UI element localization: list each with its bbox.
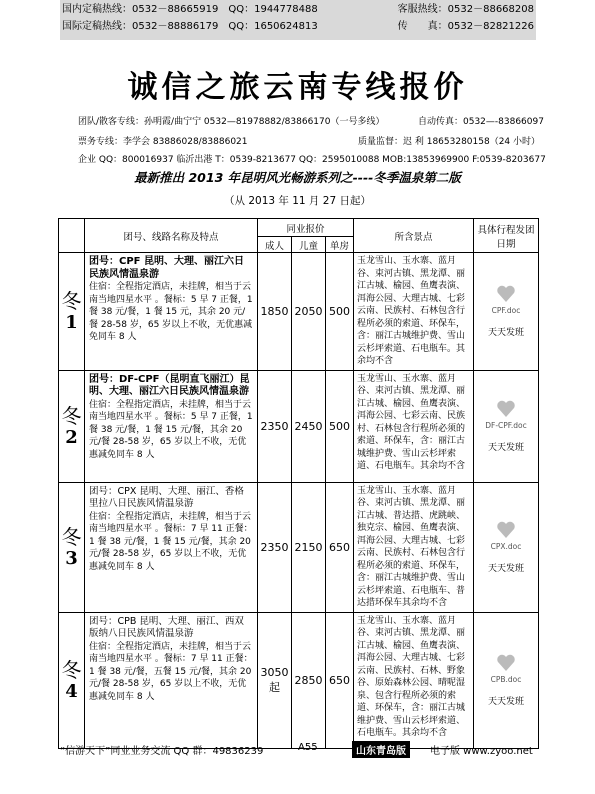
schedule-cell xyxy=(474,370,539,482)
spots-cell: 玉龙雪山、玉水寨、蓝月谷、束河古镇、黑龙潭、丽江古城、榆园、鱼鹰表演、洱海公园、七彩云南、民族村、石林包含行程所必须的索道、环保车，含：丽江古城维护费、雪山云杉坪索道、石电瓶车。其余均不含 xyxy=(354,370,474,482)
routes-table xyxy=(58,218,539,749)
page-title: 诚信之旅云南专线报价 xyxy=(127,70,468,105)
row-badge: 冬 4 xyxy=(59,612,85,748)
ticket-line: 票务专线：李学会 83886028/83886021 xyxy=(78,137,248,147)
row-badge: 冬 3 xyxy=(59,482,85,612)
single-price: 500 xyxy=(326,253,354,371)
website-link[interactable]: 电子版 www.zyoo.net xyxy=(430,746,533,757)
quality-line: 质量监督：迟 利 18653280158（24 小时） xyxy=(358,137,541,147)
blank-header xyxy=(59,219,85,253)
single-price: 500 xyxy=(326,370,354,482)
edition-badge: 山东青岛版 xyxy=(352,741,410,758)
child-price: 2150 xyxy=(292,482,326,612)
row-badge: 冬 2 xyxy=(59,370,85,482)
adult-price: 2350 xyxy=(258,482,292,612)
domestic-hotline: 国内定稿热线：0532－88665919 QQ：1944778488 xyxy=(62,4,318,15)
col-adult-header: 成人 xyxy=(258,237,292,253)
single-price: 650 xyxy=(326,482,354,612)
date-note: （从 2013 年 11 月 27 日起） xyxy=(224,195,371,207)
spots-cell: 玉龙雪山、玉水寨、蓝月谷、束河古镇、黑龙潭、丽江古城、榆园、鱼鹰表演、洱海公园、大理古城、七彩云南、民族村、石林、野象谷、原始森林公园、晴呢湿泉、包含行程所必须的索道、环保车，含：丽江古城维护费、雪山云杉坪索道、石电瓶车。其余均不含 xyxy=(354,612,474,748)
schedule-cell xyxy=(474,482,539,612)
table-row xyxy=(59,370,539,482)
service-hotline: 客服热线：0532－88668208 xyxy=(397,4,534,15)
spots-cell: 玉龙雪山、玉水寨、蓝月谷、束河古镇、黑龙潭、丽江古城、普达措、虎跳峡、独克宗、榆园、鱼鹰表演、洱海公园、大理古城、七彩云南、民族村、石林包含行程所必须的索道、环保车，含：丽江古城维护费、雪山云杉坪索道、石电瓶车、普达措环保车其余均不含 xyxy=(354,482,474,612)
doc-link[interactable]: CPB.doc xyxy=(490,675,522,684)
doc-link[interactable]: DF-CPF.doc xyxy=(485,421,527,430)
route-info: 团号：DF-CPF（昆明直飞丽江）昆明、大理、丽江六日民族风情温泉游 住宿：全程指定酒店，未挂牌，相当于云南当地四星水平 。餐标：5 早 7 正餐，1 餐 38 元/餐，1 餐 15 元/餐，其余 20 元/餐 28-58 岁，65 岁以上不收，无优惠减免同车 8 人 xyxy=(85,370,258,482)
table-row xyxy=(59,482,539,612)
heart-doc-icon[interactable] xyxy=(496,284,516,304)
route-info: 团号：CPF 昆明、大理、丽江六日民族风情温泉游 住宿：全程指定酒店，未挂牌，相当于云南当地四星水平 。餐标：5 早 7 正餐，1 餐 38 元/餐，1 餐 15 元，其余 20 元/餐 28-58 岁，65 岁以上不收，无优惠减免同车 8 人 xyxy=(85,253,258,371)
schedule-text: 天天发班 xyxy=(488,328,525,339)
col-child-header: 儿童 xyxy=(292,237,326,253)
adult-price: 3050 起 xyxy=(258,612,292,748)
intl-hotline: 国际定稿热线：0532－88886179 QQ：1650624813 xyxy=(62,21,318,32)
group-line: 团队/散客专线：孙明霞/曲宁宁 0532—81978882/83866170（一号多线） xyxy=(78,117,385,127)
child-price: 2450 xyxy=(292,370,326,482)
enterprise-line: 企业 QQ：800016937 临沂出港 T：0539-8213677 QQ：2595010088 MOB:13853969900 F:0539-8203677 xyxy=(78,155,546,165)
table-row xyxy=(59,253,539,371)
child-price: 2050 xyxy=(292,253,326,371)
doc-link[interactable]: CPF.doc xyxy=(491,306,521,316)
schedule-cell xyxy=(474,612,539,748)
doc-link[interactable]: CPX.doc xyxy=(490,542,522,551)
promo-headline: 最新推出 2013 年昆明风光畅游系列之----冬季温泉第二版 xyxy=(134,170,461,185)
hotline-bar xyxy=(60,0,536,40)
single-price: 650 xyxy=(326,612,354,748)
schedule-text: 天天发班 xyxy=(488,697,525,707)
col-spots-header: 所含景点 xyxy=(354,219,474,253)
schedule-text: 天天发班 xyxy=(488,564,525,574)
col-price-header: 同业报价 xyxy=(258,219,354,237)
adult-price: 1850 xyxy=(258,253,292,371)
col-single-header: 单房 xyxy=(326,237,354,253)
child-price: 2850 xyxy=(292,612,326,748)
route-info: 团号：CPB 昆明、大理、丽江、西双版纳八日民族风情温泉游 住宿：全程指定酒店，未挂牌，相当于云南当地四星水平 。餐标：7 早 11 正餐：1 餐 38 元/餐，五餐 15 元/餐，其余 20 元/餐 28-58 岁，65 岁以上不收，无优惠减免同车 8 人 xyxy=(85,612,258,748)
page-number: A55 xyxy=(298,742,318,753)
schedule-cell xyxy=(474,253,539,371)
adult-price: 2350 xyxy=(258,370,292,482)
schedule-text: 天天发班 xyxy=(488,443,525,453)
qq-group-note: “信游天下”同业业务交流 QQ 群：49836239 xyxy=(60,746,264,757)
heart-doc-icon[interactable] xyxy=(496,653,516,673)
route-info: 团号：CPX 昆明、大理、丽江、香格里拉八日民族风情温泉游 住宿：全程指定酒店，未挂牌，相当于云南当地四星水平 。餐标：7 早 11 正餐：1 餐 38 元/餐，1 餐 15 元/餐，其余 20 元/餐 28-58 岁，65 岁以上不收，无优惠减免同车 8 人 xyxy=(85,482,258,612)
col-name-header: 团号、线路名称及特点 xyxy=(85,219,258,253)
heart-doc-icon[interactable] xyxy=(496,520,516,540)
heart-doc-icon[interactable] xyxy=(496,399,516,419)
auto-fax: 自动传真：0532—-83866097 xyxy=(418,117,544,127)
fax-line: 传 真：0532－82821226 xyxy=(397,21,534,32)
row-badge: 冬 1 xyxy=(59,253,85,371)
col-sched-header: 具体行程发团日期 xyxy=(474,219,539,253)
spots-cell: 玉龙雪山、玉水寨、蓝月谷、束河古镇、黑龙潭、丽江古城、榆园、鱼鹰表演、洱海公园、大理古城、七彩云南、民族村、石林包含行程所必须的索道、环保车，含：丽江古城维护费、雪山云杉坪索道、石电瓶车。其余均不含 xyxy=(354,253,474,371)
table-row xyxy=(59,612,539,748)
